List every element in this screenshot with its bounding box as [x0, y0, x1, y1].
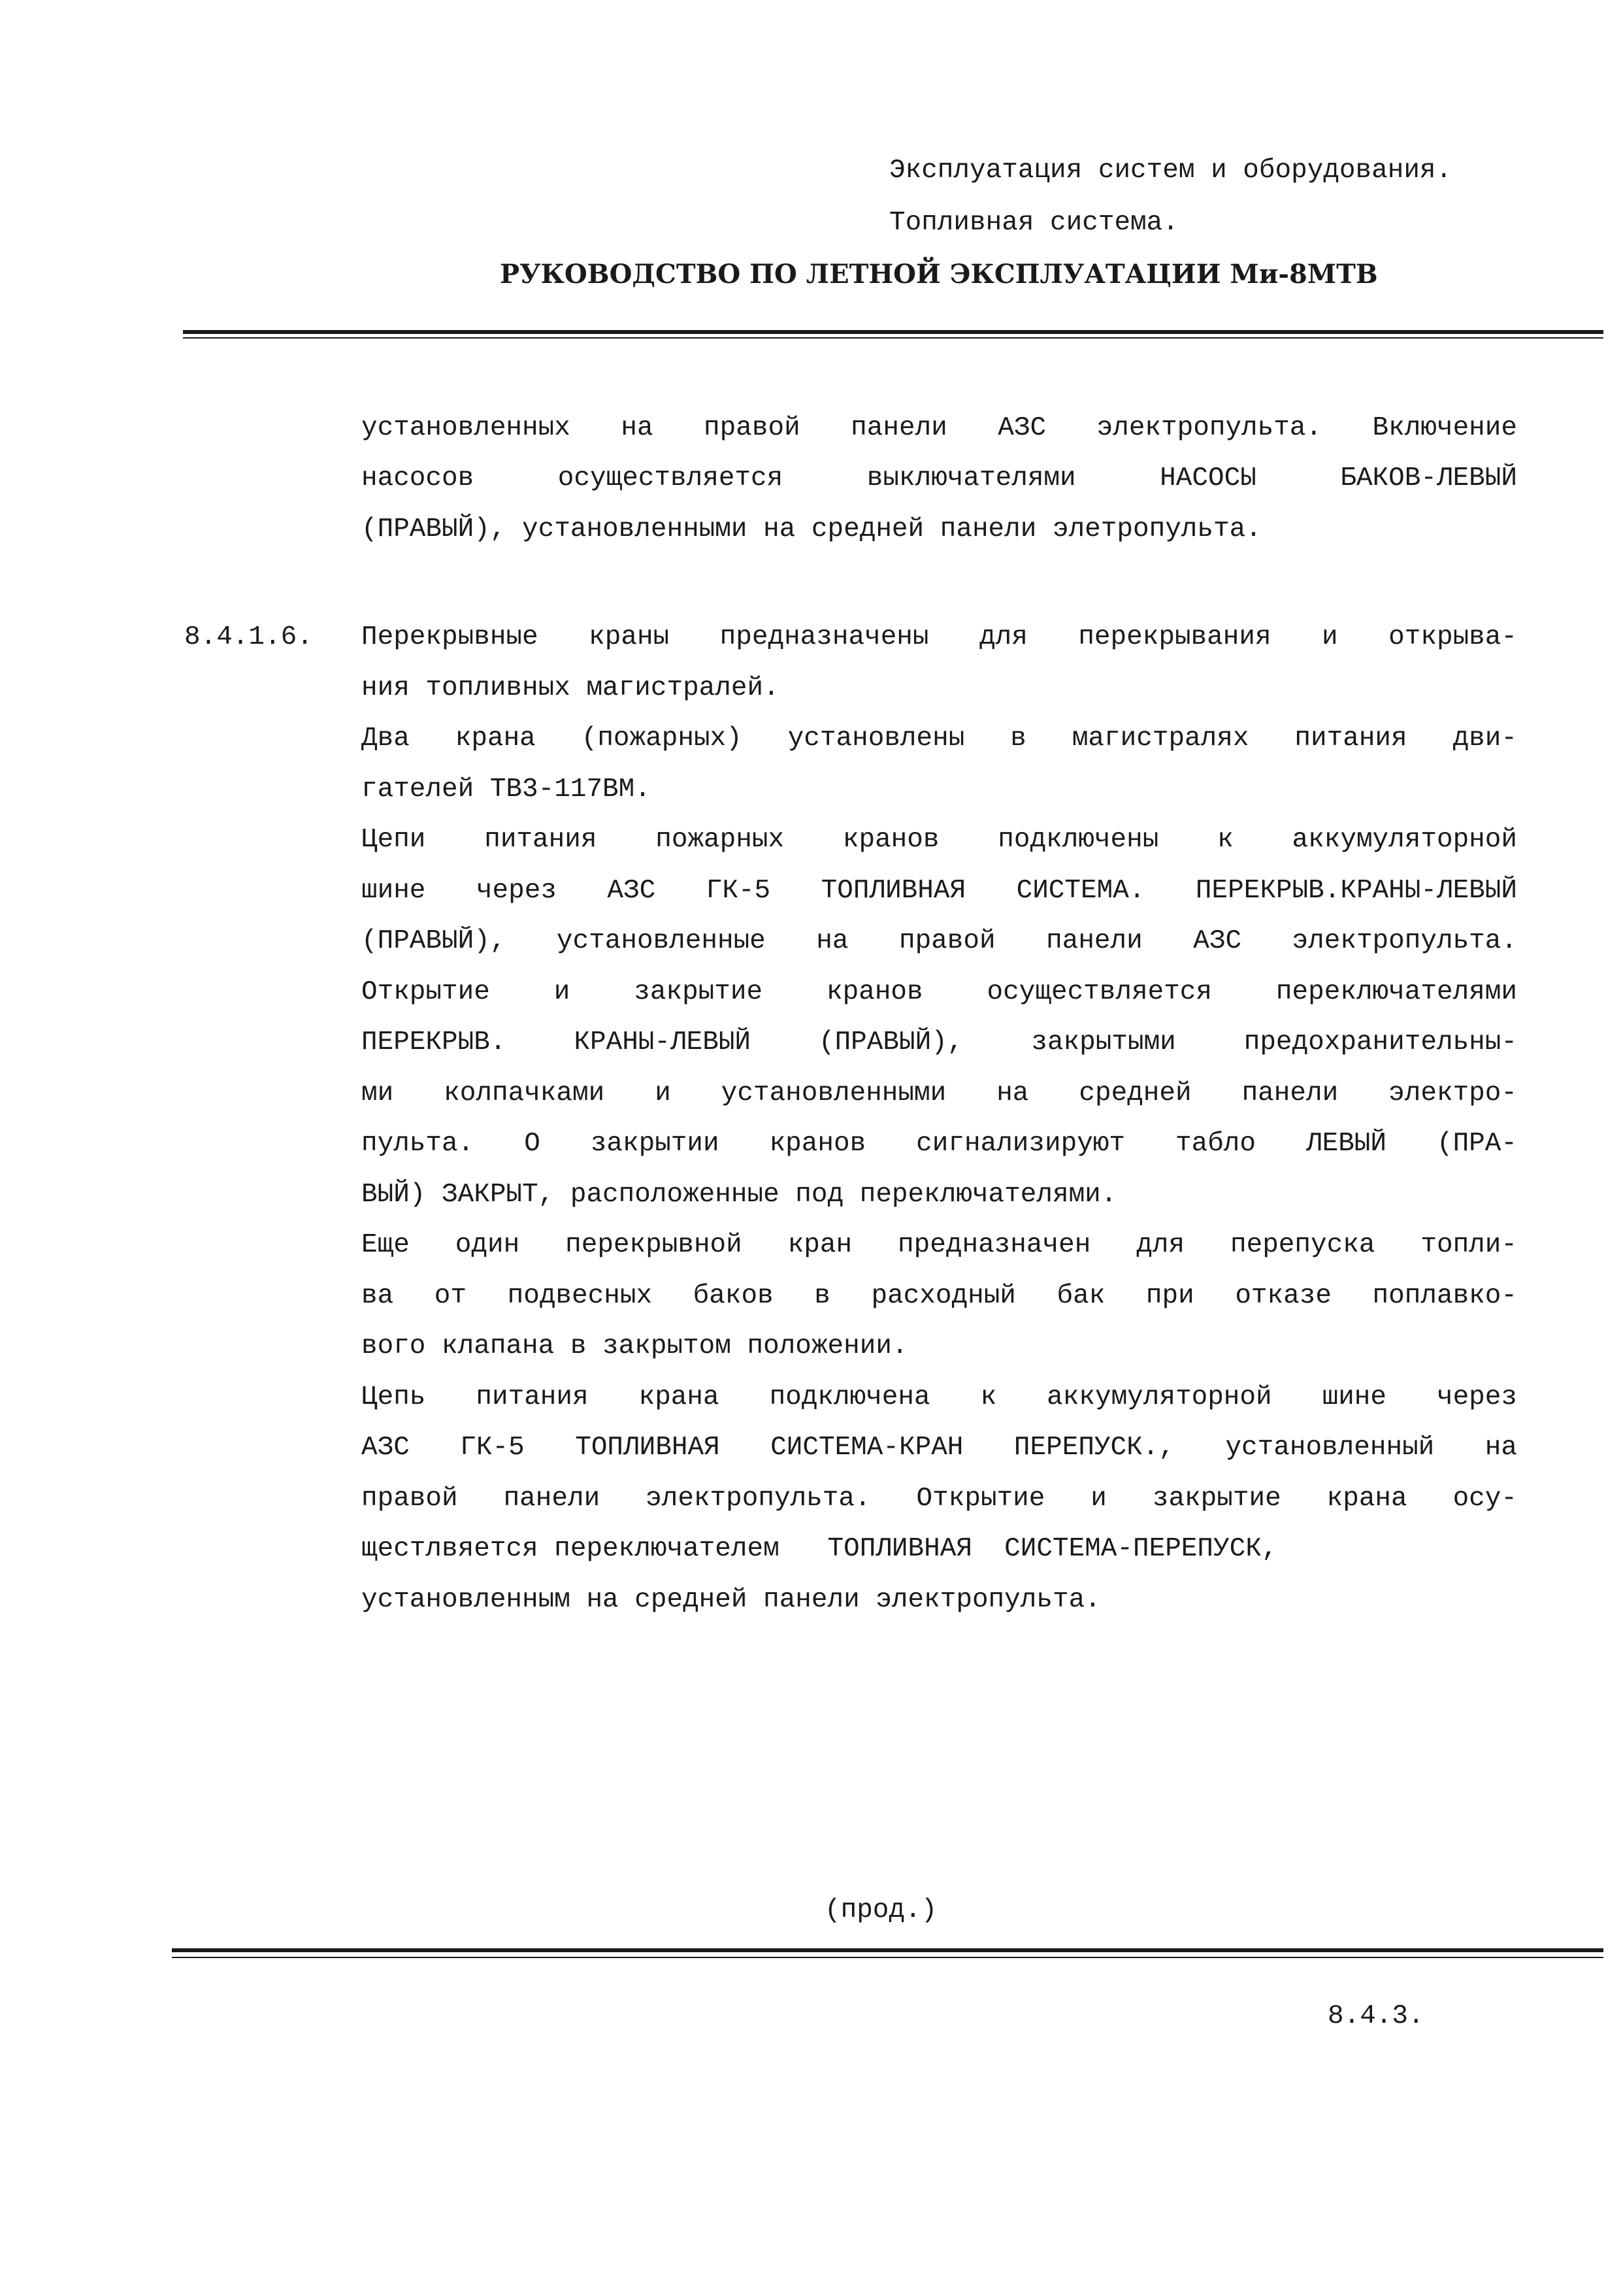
continued-marker: (прод.): [825, 1895, 938, 1925]
intro-line-1: установленных на правой панели АЗС электропульта. Включение: [361, 413, 1517, 443]
section-line: ва от подвесных баков в расходный бак при отказе поплавко-: [361, 1281, 1517, 1311]
section-line: (ПРАВЫЙ), установленные на правой панели АЗС электропульта.: [361, 926, 1517, 956]
intro-line-3: (ПРАВЫЙ), установленными на средней панели элетропульта.: [361, 514, 1262, 544]
footer-rule-thin: [172, 1957, 1603, 1958]
section-line: Перекрывные краны предназначены для перекрывания и открыва-: [361, 622, 1517, 652]
section-line: Открытие и закрытие кранов осуществляется переключателями: [361, 977, 1517, 1007]
header-rule-thick: [183, 330, 1603, 334]
manual-title: РУКОВОДСТВО ПО ЛЕТНОЙ ЭКСПЛУАТАЦИИ Ми-8МТВ: [500, 259, 1378, 290]
section-line: щестлвяется переключателем ТОПЛИВНАЯ СИСТЕМА-ПЕРЕПУСК,: [361, 1534, 1278, 1564]
section-line: ми колпачками и установленными на средней панели электро-: [361, 1078, 1517, 1108]
section-line: ПЕРЕКРЫВ. КРАНЫ-ЛЕВЫЙ (ПРАВЫЙ), закрытыми предохранительны-: [361, 1027, 1517, 1057]
section-line: установленным на средней панели электропульта.: [361, 1585, 1101, 1615]
footer-rule-thick: [172, 1948, 1603, 1952]
section-number: 8.4.1.6.: [184, 622, 313, 652]
page-number: 8.4.3.: [1328, 2001, 1424, 2031]
section-line: вого клапана в закрытом положении.: [361, 1331, 908, 1361]
section-line: пульта. О закрытии кранов сигнализируют табло ЛЕВЫЙ (ПРА-: [361, 1129, 1517, 1159]
section-line: Два крана (пожарных) установлены в магистралях питания дви-: [361, 724, 1517, 754]
header-subsection-title: Топливная система.: [889, 208, 1179, 238]
section-line: Цепь питания крана подключена к аккумуляторной шине через: [361, 1382, 1517, 1412]
section-line: шине через АЗС ГК-5 ТОПЛИВНАЯ СИСТЕМА. ПЕРЕКРЫВ.КРАНЫ-ЛЕВЫЙ: [361, 876, 1517, 906]
section-line: ния топливных магистралей.: [361, 673, 779, 703]
section-line: гателей ТВ3-117ВМ.: [361, 774, 651, 805]
header-section-title: Эксплуатация систем и оборудования.: [889, 156, 1452, 186]
section-line: АЗС ГК-5 ТОПЛИВНАЯ СИСТЕМА-КРАН ПЕРЕПУСК., установленный на: [361, 1433, 1517, 1463]
section-line: ВЫЙ) ЗАКРЫТ, расположенные под переключателями.: [361, 1180, 1117, 1210]
section-line: Цепи питания пожарных кранов подключены к аккумуляторной: [361, 825, 1517, 855]
section-line: правой панели электропульта. Открытие и закрытие крана осу-: [361, 1484, 1517, 1514]
intro-line-2: насосов осуществляется выключателями НАСОСЫ БАКОВ-ЛЕВЫЙ: [361, 463, 1517, 493]
header-rule-thin: [183, 337, 1603, 339]
section-line: Еще один перекрывной кран предназначен для перепуска топли-: [361, 1230, 1517, 1260]
